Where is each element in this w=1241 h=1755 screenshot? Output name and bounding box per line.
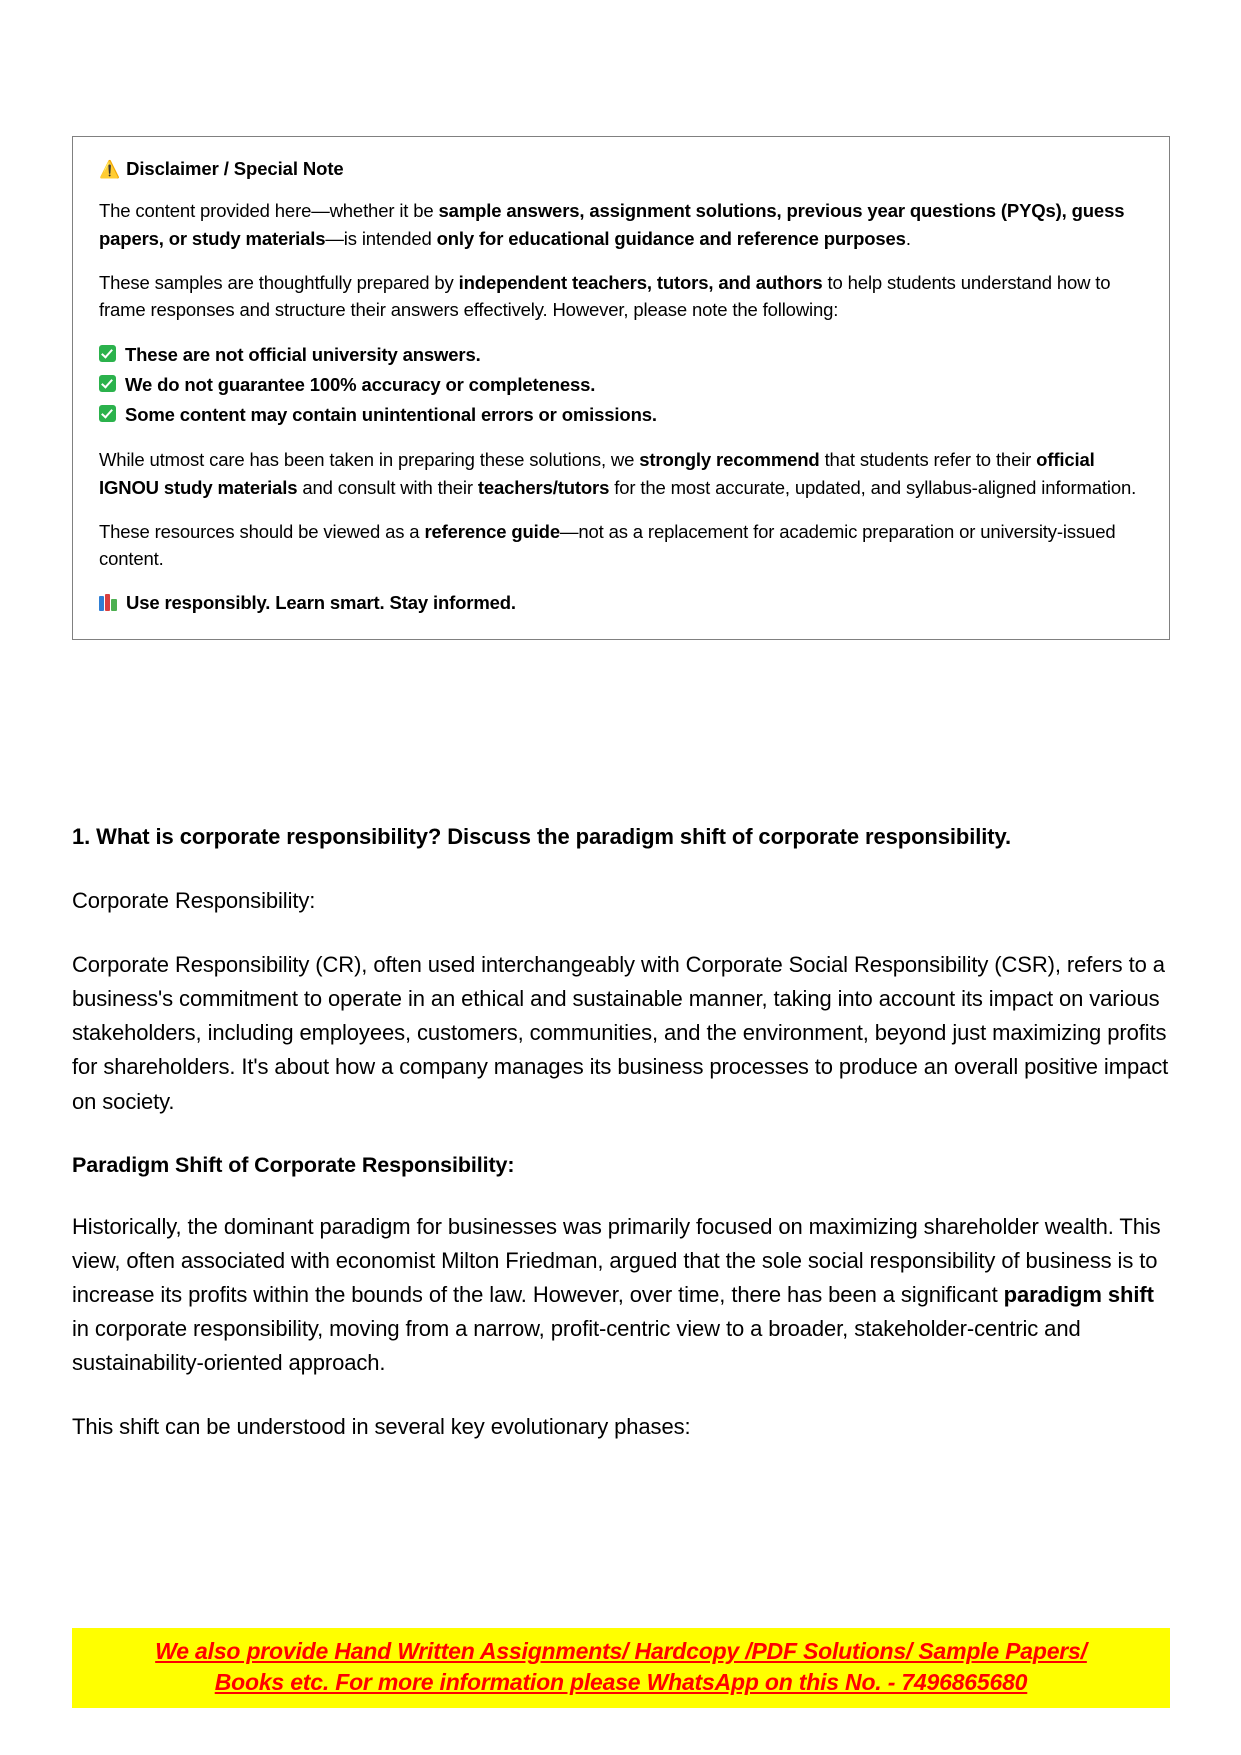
phases-intro-paragraph: This shift can be understood in several key evolutionary phases:	[72, 1414, 691, 1440]
check-icon	[99, 375, 116, 392]
p1-text-d: only for educational guidance and reference purposes	[436, 227, 906, 249]
disclaimer-title-text: Disclaimer / Special Note	[126, 158, 344, 179]
promo-line-2: Books etc. For more information please WhatsApp on this No. - 7496865680	[214, 1669, 1028, 1696]
p4-text-b: reference guide	[424, 520, 560, 542]
check-icon	[99, 405, 116, 422]
disclaimer-paragraph-1	[99, 197, 1143, 253]
shift-text-c: in corporate responsibility, moving from a narrow, profit-centric view to a broader, stakeholder-centric and sustainability-oriented approach.	[72, 1316, 1081, 1376]
warning-icon: ⚠️	[99, 160, 121, 179]
p3-text-g: for the most accurate, updated, and syllabus-aligned information.	[609, 476, 1137, 498]
disclaimer-paragraph-3	[99, 446, 1143, 502]
disclaimer-paragraph-2	[99, 269, 1143, 325]
list-item	[99, 340, 1143, 370]
shift-text-b: paradigm shift	[1003, 1282, 1154, 1308]
books-icon	[99, 594, 117, 611]
promo-line-1: We also provide Hand Written Assignments/ Hardcopy /PDF Solutions/ Sample Papers/	[155, 1638, 1087, 1664]
disclaimer-box	[72, 136, 1170, 640]
disclaimer-paragraph-4	[99, 518, 1143, 574]
check-item-label: Some content may contain unintentional errors or omissions.	[125, 404, 657, 426]
p3-text-a: While utmost care has been taken in preparing these solutions, we	[99, 449, 640, 470]
p2-text-b: independent teachers, tutors, and authors	[458, 271, 823, 293]
promo-footer-banner	[72, 1628, 1170, 1708]
p3-text-e: and consult with their	[297, 476, 478, 498]
disclaimer-final-line	[99, 589, 1143, 617]
p1-text-c: —is intended	[325, 227, 437, 249]
list-item	[99, 400, 1143, 430]
check-item-label: We do not guarantee 100% accuracy or completeness.	[125, 374, 596, 396]
p3-text-d: official IGNOU study materials	[99, 449, 1095, 498]
p1-text-e: .	[905, 227, 911, 249]
p3-text-f: teachers/tutors	[477, 476, 610, 498]
p2-text-a: These samples are thoughtfully prepared by	[99, 271, 459, 293]
p2-text-c: to help students understand how to frame responses and structure their answers effectively. However, please note the following:	[99, 271, 1111, 321]
p1-text-b: sample answers, assignment solutions, previous year questions (PYQs), guess papers, or study materials	[99, 200, 1125, 249]
p1-text-a: The content provided here—whether it be	[99, 200, 439, 222]
p4-text-a: These resources should be viewed as a	[99, 520, 425, 542]
p3-text-b: strongly recommend	[639, 449, 820, 470]
disclaimer-check-list	[99, 340, 1143, 430]
p3-text-c: that students refer to their	[819, 449, 1037, 470]
final-line-text: Use responsibly. Learn smart. Stay informed.	[126, 592, 516, 613]
answer-content	[72, 820, 1172, 1475]
list-item	[99, 370, 1143, 400]
paradigm-shift-paragraph	[72, 1210, 1172, 1380]
shift-text-a: Historically, the dominant paradigm for businesses was primarily focused on maximizing shareholder wealth. This view, often associated with economist Milton Friedman, argued that the sole social responsibility of business is to increase its profits within the bounds of the law. However, over time, there has been a significant	[72, 1213, 1161, 1308]
check-item-label: These are not official university answers.	[125, 344, 481, 366]
question-heading: 1. What is corporate responsibility? Discuss the paradigm shift of corporate responsibility.	[72, 824, 1012, 849]
paradigm-shift-subheading: Paradigm Shift of Corporate Responsibility:	[72, 1152, 515, 1177]
check-icon	[99, 345, 116, 362]
p4-text-c: —not as a replacement for academic preparation or university-issued content.	[99, 520, 1116, 570]
corporate-responsibility-label: Corporate Responsibility:	[72, 888, 316, 914]
disclaimer-title	[99, 157, 1143, 181]
corporate-responsibility-paragraph: Corporate Responsibility (CR), often used interchangeably with Corporate Social Responsibility (CSR), refers to a business's commitment to operate in an ethical and sustainable manner, taking into account its impact on various stakeholders, including employees, customers, communities, and the environment, beyond just maximizing profits for shareholders. It's about how a company manages its business processes to produce an overall positive impact on society.	[72, 952, 1169, 1114]
